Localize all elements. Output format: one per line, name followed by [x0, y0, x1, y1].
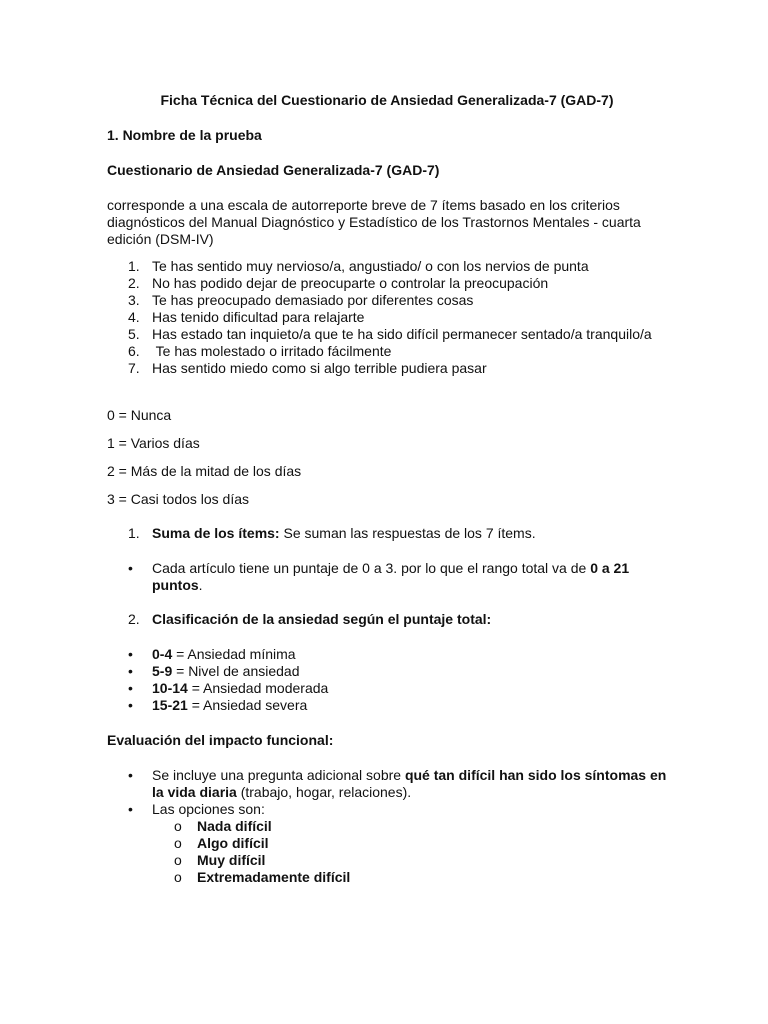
- list-item: • Las opciones son:: [128, 801, 265, 817]
- list-item: • 15-21 = Ansiedad severa: [128, 697, 308, 713]
- scale-option: 0 = Nunca: [107, 407, 172, 423]
- list-item: 1. Suma de los ítems: Se suman las respuestas de los 7 ítems.: [128, 525, 536, 541]
- scale-option: 3 = Casi todos los días: [107, 491, 250, 507]
- list-item: 6. Te has molestado o irritado fácilmente: [128, 343, 392, 359]
- impact-list: [107, 767, 667, 818]
- scoring-step-1: [107, 525, 667, 542]
- scale-option: 1 = Varios días: [107, 435, 200, 451]
- section-heading-name: 1. Nombre de la prueba: [107, 127, 262, 143]
- range-bullet: [107, 560, 667, 594]
- list-item: • 5-9 = Nivel de ansiedad: [128, 663, 300, 679]
- list-item: • Cada artículo tiene un puntaje de 0 a 3. por lo que el rango total va de 0 a 21 puntos.: [128, 560, 630, 593]
- document-title: Ficha Técnica del Cuestionario de Ansiedad Generalizada-7 (GAD-7): [160, 92, 614, 108]
- impact-options: [107, 818, 667, 886]
- scoring-step-2: [107, 611, 667, 628]
- document-page: [107, 92, 667, 886]
- list-item: o Nada difícil: [174, 818, 272, 834]
- list-item: 7. Has sentido miedo como si algo terrible pudiera pasar: [128, 360, 487, 376]
- impact-heading: Evaluación del impacto funcional:: [107, 732, 334, 748]
- list-item: 4. Has tenido dificultad para relajarte: [128, 309, 365, 325]
- classification-list: [107, 646, 667, 714]
- test-name: Cuestionario de Ansiedad Generalizada-7 (GAD-7): [107, 162, 440, 178]
- list-item: o Muy difícil: [174, 852, 266, 868]
- list-item: 1. Te has sentido muy nervioso/a, angustiado/ o con los nervios de punta: [128, 258, 589, 274]
- list-item: o Algo difícil: [174, 835, 269, 851]
- response-scale: [107, 407, 667, 508]
- list-item: • Se incluye una pregunta adicional sobre qué tan difícil han sido los síntomas en la vida diaria (trabajo, hogar, relaciones).: [128, 767, 667, 800]
- list-item: • 0-4 = Ansiedad mínima: [128, 646, 296, 662]
- list-item: o Extremadamente difícil: [174, 869, 351, 885]
- list-item: 2. Clasificación de la ansiedad según el puntaje total:: [128, 611, 492, 627]
- list-item: • 10-14 = Ansiedad moderada: [128, 680, 329, 696]
- list-item: 2. No has podido dejar de preocuparte o controlar la preocupación: [128, 275, 549, 291]
- items-list: [107, 258, 667, 377]
- list-item: 5. Has estado tan inquieto/a que te ha sido difícil permanecer sentado/a tranquilo/a: [128, 326, 652, 342]
- test-description: corresponde a una escala de autorreporte breve de 7 ítems basado en los criterios diagnósticos del Manual Diagnóstico y Estadístico de los Trastornos Mentales - cuarta edición (DSM-IV): [107, 197, 641, 247]
- scale-option: 2 = Más de la mitad de los días: [107, 463, 302, 479]
- list-item: 3. Te has preocupado demasiado por diferentes cosas: [128, 292, 474, 308]
